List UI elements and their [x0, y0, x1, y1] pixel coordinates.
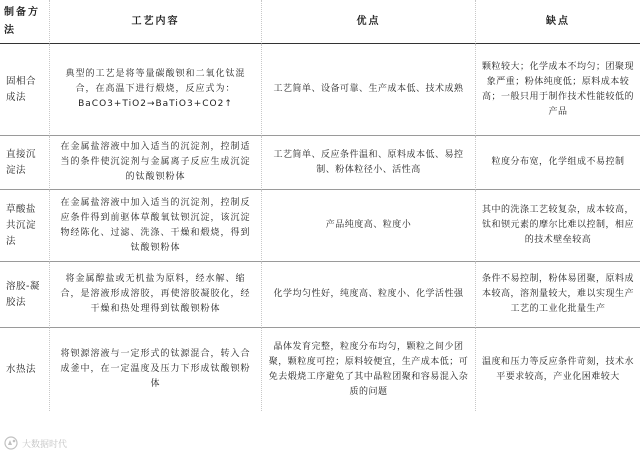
- row-disadvantages: 温度和压力等反应条件苛刻，技术水平要求较高，产业化困难较大: [482, 356, 635, 382]
- row-process: 将金属醇盐或无机盐为原料，经水解、缩合，是溶液形成溶胶，再使溶胶凝胶化，经干燥和热处理得到钛酸钡粉体: [50, 262, 262, 328]
- row-method: 溶胶-凝胶法: [0, 262, 50, 328]
- row-advantages: 工艺简单、反应条件温和、原料成本低、易控制、粉体粒径小、活性高: [262, 136, 476, 190]
- row-method: 水热法: [0, 328, 50, 411]
- row-method: 直接沉淀法: [0, 136, 50, 190]
- header-method: 制备方法: [0, 0, 50, 44]
- row-advantages: 晶体发育完整，粒度分布均匀，颗粒之间少团聚，颗粒度可控；原料较便宜，生产成本低；可免去煅烧工序避免了其中晶粒团聚和容易混入杂质的问题: [262, 328, 476, 411]
- row-process: 将钡源溶液与一定形式的钛源混合，转入合成釜中，在一定温度及压力下形成钛酸钡粉体: [50, 328, 262, 411]
- row-process: 在金属盐溶液中加入适当的沉淀剂，控制反应条件得到前驱体草酸氧钛钡沉淀，该沉淀物经陈化、过滤、洗涤、干燥和煅烧，得到钛酸钡粉体: [50, 190, 262, 262]
- header-process: 工艺内容: [50, 0, 262, 44]
- row-disadvantages: 粒度分布宽，化学组成不易控制: [476, 136, 640, 190]
- row-advantages: 工艺简单、设备可靠、生产成本低、技术成熟: [262, 44, 476, 136]
- row-process: 在金属盐溶液中加入适当的沉淀剂，控制适当的条件使沉淀剂与金属离子反应生成沉淀的钛酸钡粉体: [50, 136, 262, 190]
- header-disadvantages: 缺点: [476, 0, 640, 44]
- watermark-logo-icon: [4, 436, 18, 450]
- row-process: 典型的工艺是将等量碳酸钡和二氧化钛混合，在高温下进行煅烧，反应式为：BaCO3+TiO2→BaTiO3+CO2↑: [50, 44, 262, 136]
- row-method: 固相合成法: [0, 44, 50, 136]
- row-advantages: 化学均匀性好，纯度高、粒度小、化学活性强: [262, 262, 476, 328]
- row-disadvantages: 颗粒较大；化学成本不均匀；团聚现象严重；粉体纯度低；原料成本较高；一般只用于制作技术性能较低的产品: [476, 44, 640, 136]
- watermark: [4, 436, 67, 450]
- watermark-text: 大数据时代: [22, 439, 68, 450]
- row-disadvantages: 条件不易控制，粉体易团聚，原料成本较高，溶剂量较大，难以实现生产工艺的工业化批量生产: [476, 262, 640, 328]
- row-advantages: 产品纯度高、粒度小: [262, 190, 476, 262]
- row-disadvantages: 其中的洗涤工艺较复杂，成本较高，钛和钡元素的摩尔比难以控制，相应的技术壁垒较高: [476, 190, 640, 262]
- row-method: 草酸盐共沉淀法: [0, 190, 50, 262]
- header-advantages: 优点: [262, 0, 476, 44]
